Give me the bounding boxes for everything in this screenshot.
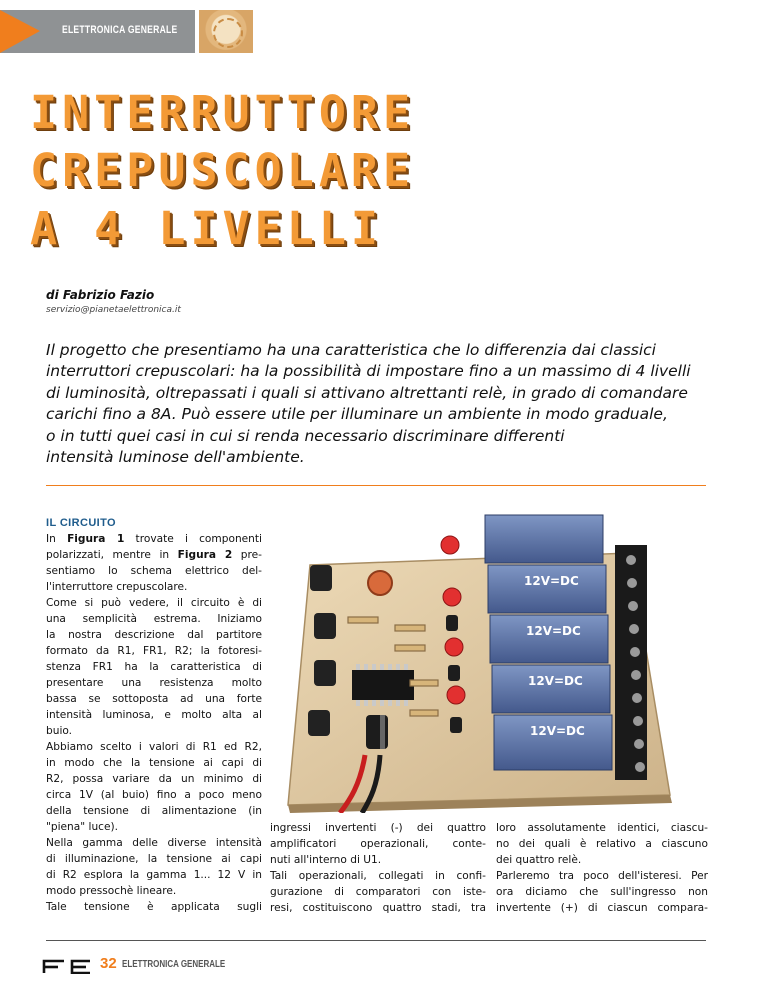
body-line: invertente (+) di ciascun compara- [496,902,708,914]
body-line: l'interruttore crepuscolare. [46,581,188,593]
body-text: trovate i componenti [124,533,262,545]
title-line: A 4 LIVELLI [30,202,384,255]
body-line: sentiamo lo schema elettrico del- [46,565,262,577]
intro-line: carichi fino a 8A. Può essere utile per illuminare un ambiente in modo graduale, [46,405,668,424]
body-text: pre- [232,549,262,561]
body-line: intensità luminosa, e molto alta al [46,709,262,721]
intro-line: intensità luminose dell'ambiente. [46,448,305,467]
pcb-board [288,553,670,805]
ic-chip [352,664,414,706]
body-line: formato da R1, FR1, R2; la fotoresi- [46,645,262,657]
author-byline: di Fabrizio Fazio [46,288,155,302]
body-line: ingressi invertenti (-) dei quattro [270,822,486,834]
body-line: buio. [46,725,73,737]
header-section-label: ELETTRONICA GENERALE [62,24,178,36]
body-line: bassa se sottoposta ad una forte [46,693,262,705]
body-line: circa 1V (al buio) fino a poco meno [46,789,262,801]
relay-label: 12V=DC [524,574,579,588]
body-line: di R2 esplora la gamma 1... 12 V in [46,869,262,881]
body-line: Parleremo tra poco dell'isteresi. Per [496,870,708,882]
body-line: ora diciamo che sull'ingresso non [496,886,708,898]
header-thumbnail [199,10,253,53]
body-line: resi, costituiscono quattro stadi, tra [270,902,486,914]
title-line: INTERRUTTORE [30,86,416,139]
relay-label: 12V=DC [530,724,585,738]
title-line: CREPUSCOLARE [30,144,416,197]
body-column-2 [270,820,486,916]
relay-label: 12V=DC [526,624,581,638]
figure-ref: Figura 2 [177,549,233,561]
body-line [46,531,262,547]
body-line: "piena" luce). [46,821,119,833]
section-heading: IL CIRCUITO [46,517,116,529]
body-line: Tali operazionali, collegati in confi- [270,870,486,882]
intro-paragraph [46,340,726,468]
body-line: della tensione di alimentazione (in [46,805,262,817]
body-line [46,547,262,563]
body-text: polarizzati, mentre in [46,549,178,561]
body-line: in modo che la tensione ai capi di [46,757,262,769]
body-line: di illuminazione, la tensione ai capi [46,853,262,865]
body-line: stenza FR1 ha la caratteristica di [46,661,262,673]
page-number: 32 [100,955,117,972]
magazine-logo-icon [42,958,94,974]
body-column-3 [496,820,708,916]
body-line: nuti all'interno di U1. [270,854,382,866]
figure-ref: Figura 1 [67,533,125,545]
body-line: no dei quali è relativo a ciascuno [496,838,708,850]
terminal-blocks [615,545,647,780]
section-divider [46,485,706,486]
relay-label: 12V=DC [528,674,583,688]
body-line: loro assolutamente identici, ciascu- [496,822,708,834]
intro-line: Il progetto che presentiamo ha una caratteristica che lo differenzia dai classici [46,341,656,359]
intro-line: o in tutti quei casi in cui si renda necessario discriminare differenti [46,426,565,445]
body-line: presentare una resistenza molto [46,677,262,689]
body-column-1 [46,515,262,915]
body-line: una semplicità estrema. Iniziamo [46,613,262,625]
body-line: modo pressochè lineare. [46,885,177,897]
body-line: dei quattro relè. [496,854,582,866]
body-line: gurazione di comparatori con iste- [270,886,486,898]
body-line: amplificatori operazionali, conte- [270,838,486,850]
article-title [30,84,415,258]
photoresistor [368,571,392,595]
body-line: Come si può vedere, il circuito è di [46,597,262,609]
body-line: R2, possa variare da un minimo di [46,773,262,785]
intro-line: interruttori crepuscolari: ha la possibilità di impostare fino a un massimo di 4 livelli [46,362,691,381]
header-arrow-icon [0,10,40,53]
body-line: Nella gamma delle diverse intensità [46,837,262,849]
footer-divider [46,940,706,941]
author-email: servizio@pianetaelettronica.it [46,305,181,315]
body-line: la nostra descrizione dal partitore [46,629,262,641]
body-line: Abbiamo scelto i valori di R1 ed R2, [46,741,262,753]
capacitor [366,715,388,749]
footer-section-label: ELETTRONICA GENERALE [122,959,226,970]
circuit-board-photo [270,505,710,813]
intro-line: di luminosità, oltrepassati i quali si attivano altrettanti relè, in grado di comandare [46,383,688,402]
body-text: In [46,533,68,545]
body-line: Tale tensione è applicata sugli [46,901,262,913]
